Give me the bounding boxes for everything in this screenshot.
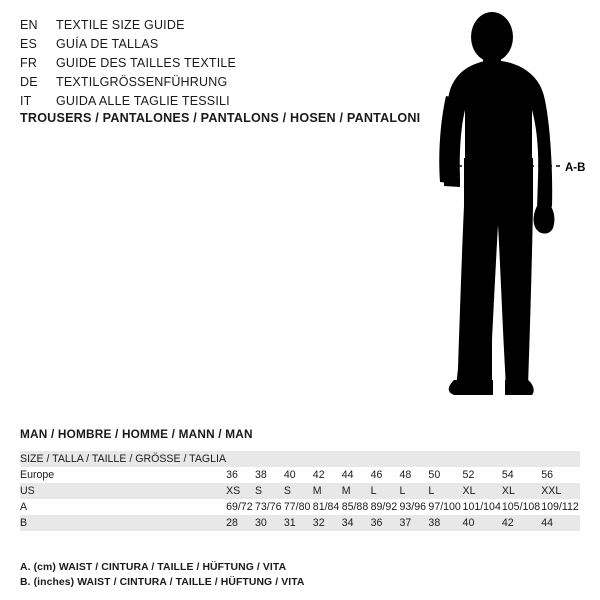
row-label: SIZE / TALLA / TAILLE / GRÖSSE / TAGLIA <box>20 453 227 465</box>
language-row <box>20 54 380 73</box>
footnotes <box>20 560 305 590</box>
language-code: ES <box>20 37 38 51</box>
cell <box>428 451 462 467</box>
cell: 73/76 <box>255 499 284 515</box>
cell: L <box>400 483 429 499</box>
cell: 89/92 <box>371 499 400 515</box>
cell: 85/88 <box>342 499 371 515</box>
language-title: GUIDE DES TAILLES TEXTILE <box>56 56 237 70</box>
man-silhouette-icon <box>439 12 554 395</box>
cell: 44 <box>541 515 580 531</box>
table-row <box>20 499 580 515</box>
cell: 34 <box>342 515 371 531</box>
language-row <box>20 35 380 54</box>
cell: S <box>255 483 284 499</box>
table-row <box>20 483 580 499</box>
cell: 32 <box>313 515 342 531</box>
cell <box>400 451 429 467</box>
cell: 48 <box>400 467 429 483</box>
cell: 44 <box>342 467 371 483</box>
language-title: TEXTILE SIZE GUIDE <box>56 18 185 32</box>
cell <box>463 451 502 467</box>
cell: 109/112 <box>541 501 579 513</box>
footnote-a: A. (cm) WAIST / CINTURA / TAILLE / HÜFTUNG / VITA <box>20 562 287 573</box>
cell <box>342 451 371 467</box>
cell: M <box>313 483 342 499</box>
cell: 42 <box>313 467 342 483</box>
cell: XXL <box>541 483 580 499</box>
cell <box>226 451 255 467</box>
cell: 93/96 <box>400 499 429 515</box>
cell: XL <box>463 483 502 499</box>
row-label: A <box>20 499 226 515</box>
cell: 50 <box>428 467 462 483</box>
size-table <box>20 451 580 531</box>
measure-label-ab: A-B <box>565 162 586 174</box>
cell: 56 <box>541 467 580 483</box>
cell: 42 <box>502 515 541 531</box>
cell: 28 <box>226 515 255 531</box>
cell: 97/100 <box>428 501 461 513</box>
cell: M <box>342 483 371 499</box>
table-group-title: MAN / HOMBRE / HOMME / MANN / MAN <box>20 427 253 441</box>
cell: 40 <box>463 515 502 531</box>
cell: 40 <box>284 467 313 483</box>
row-label: B <box>20 515 226 531</box>
row-label: US <box>20 483 226 499</box>
cell: 46 <box>371 467 400 483</box>
cell <box>284 451 313 467</box>
figure-illustration <box>420 10 590 410</box>
cell: XS <box>226 483 255 499</box>
cell: 54 <box>502 467 541 483</box>
language-row <box>20 92 380 111</box>
cell <box>255 451 284 467</box>
language-title: GUÍA DE TALLAS <box>56 37 159 51</box>
language-row <box>20 16 380 35</box>
cell: 77/80 <box>284 499 313 515</box>
language-code: EN <box>20 18 38 32</box>
cell: 101/104 <box>462 501 501 513</box>
cell <box>502 451 541 467</box>
cell: 36 <box>226 467 255 483</box>
cell: 52 <box>463 467 502 483</box>
table-row <box>20 451 580 467</box>
section-title: TROUSERS / PANTALONES / PANTALONS / HOSEN / PANTALONI <box>20 111 421 125</box>
cell: L <box>371 483 400 499</box>
footnote-b: B. (inches) WAIST / CINTURA / TAILLE / HÜFTUNG / VITA <box>20 577 305 588</box>
cell <box>371 451 400 467</box>
cell: 38 <box>428 515 462 531</box>
cell: 36 <box>371 515 400 531</box>
cell: 38 <box>255 467 284 483</box>
cell: 69/72 <box>226 499 255 515</box>
cell: 30 <box>255 515 284 531</box>
language-row <box>20 73 380 92</box>
language-code: DE <box>20 75 38 89</box>
language-code: FR <box>20 56 38 70</box>
cell: 31 <box>284 515 313 531</box>
cell: S <box>284 483 313 499</box>
cell: XL <box>502 483 541 499</box>
cell: 37 <box>400 515 429 531</box>
table-row <box>20 467 580 483</box>
language-title: GUIDA ALLE TAGLIE TESSILI <box>56 94 230 108</box>
language-title-list <box>20 16 380 111</box>
cell <box>541 451 580 467</box>
language-title: TEXTILGRÖSSENFÜHRUNG <box>56 75 228 89</box>
cell <box>313 451 342 467</box>
table-row <box>20 515 580 531</box>
row-label: Europe <box>20 467 226 483</box>
language-code: IT <box>20 94 32 108</box>
cell: 105/108 <box>501 501 541 513</box>
cell: 81/84 <box>313 499 342 515</box>
cell: L <box>428 483 462 499</box>
